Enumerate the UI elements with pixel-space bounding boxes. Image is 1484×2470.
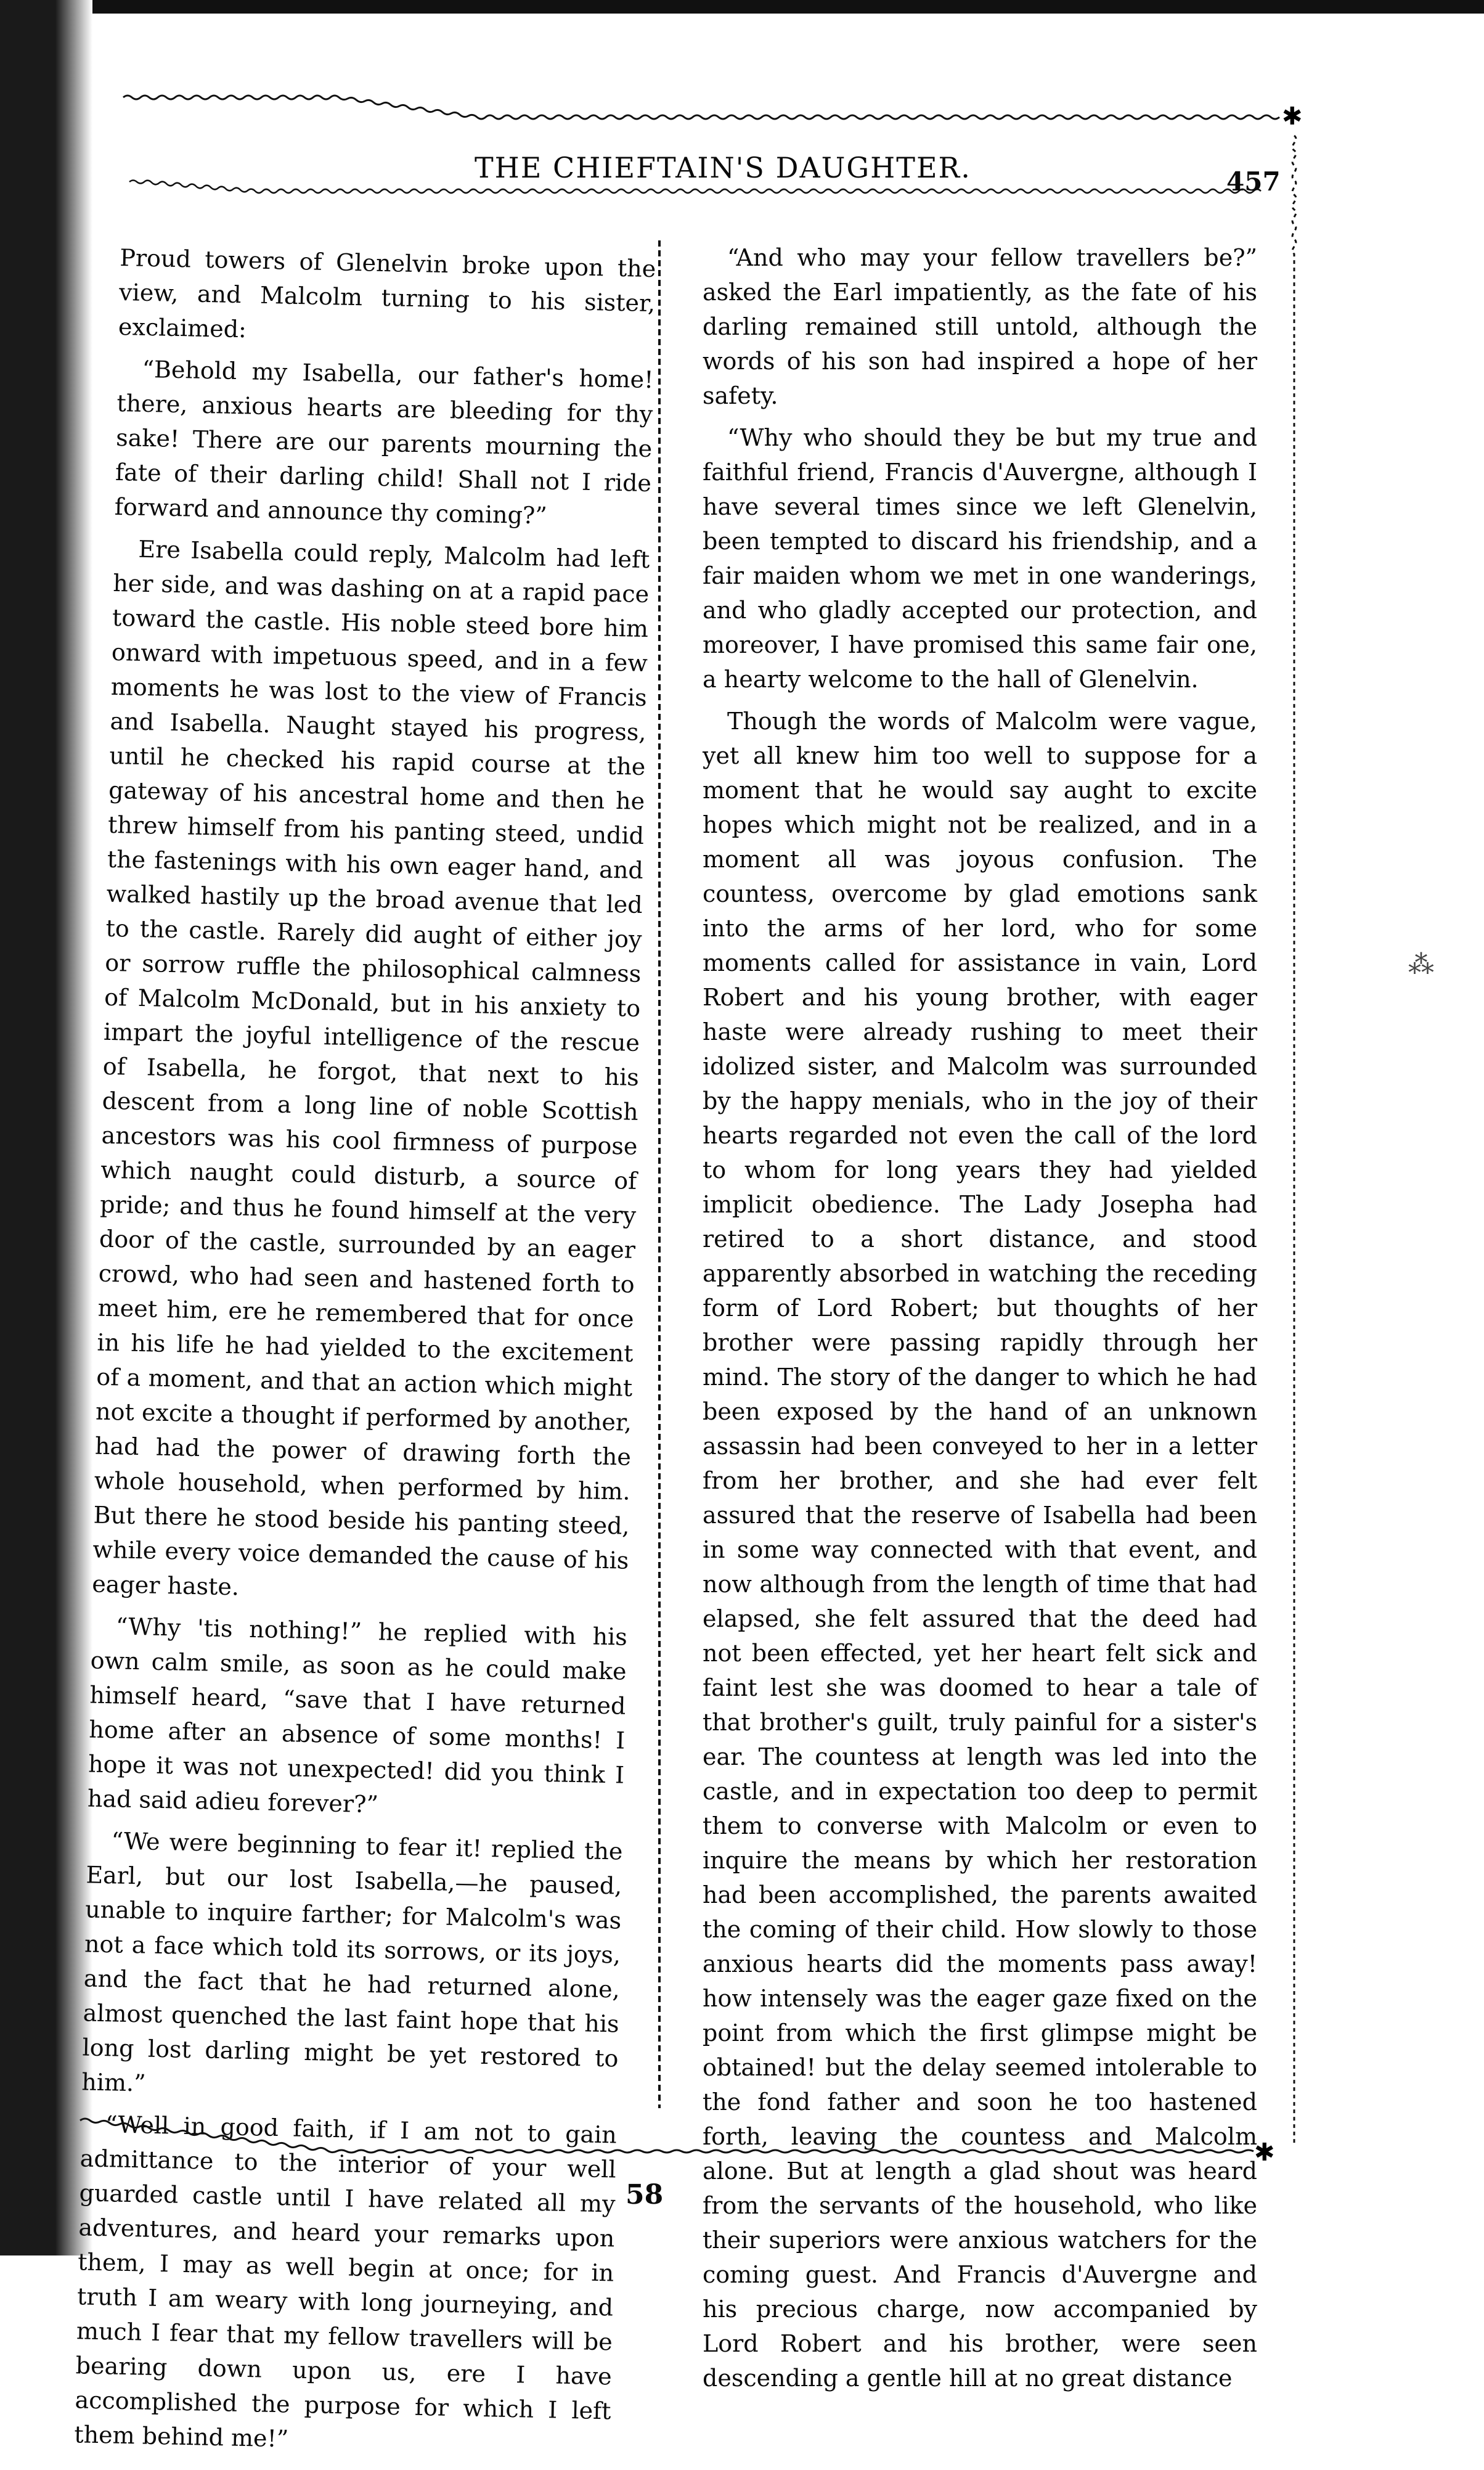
- paragraph: “Well in good faith, if I am not to gain admittance to the interior of your well guarded castle until I have related all my adventures, and heard your remarks upon them, I may as well begin at once; for in truth I am weary with long journeying, and much I fear that my fellow travellers will be bearing down upon us, ere I have accomplished the purpose for which I left them behind me!”: [73, 2111, 618, 2453]
- decorative-border-top: [123, 92, 1303, 136]
- page-number: 457: [1226, 166, 1281, 197]
- running-header-title: THE CHIEFTAIN'S DAUGHTER.: [475, 151, 971, 184]
- paragraph: Ere Isabella could reply, Malcolm had left her side, and was dashing on at a rapid pace toward the castle. His noble steed bore him onward with impetuous speed, and in a few moments he was lost to the view of Francis and Isabella. Naught stayed his progress, until he checked his rapid course at the gateway of his ancestral home and then he threw himself from his panting steed, undid the fastenings with his own eager hand, and walked hastily up the broad avenue that led to the castle. Rarely did aught of either joy or sorrow ruffle the philosophical calmness of Malcolm McDonald, but in his anxiety to impart the joyful intelligence of the rescue of Isabella, he forgot, that next to his descent from a long line of noble Scottish ancestors was his cool firmness of purpose which naught could disturb, a source of pride; and thus he found himself at the very door of the castle, surrounded by an eager crowd, who had seen and hastened forth to meet him, ere he remembered that for once in his life he had yielded to the excitement of a moment, and that an action which might not excite a thought if performed by another, had had the power of drawing forth the whole household, when performed by him. But there he stood beside his panting steed, while every voice demanded the cause of his eager haste.: [91, 535, 650, 1601]
- svg-text:✱: ✱: [1254, 2138, 1275, 2167]
- right-column: [703, 240, 1257, 2403]
- scan-binding-shadow: [0, 0, 92, 2255]
- paragraph: Though the words of Malcolm were vague, yet all knew him too well to suppose for a moment that he would say aught to excite hopes which might not be realized, and in a moment all was joyous confusion. The countess, overcome by glad emotions sank into the arms of her lord, who for some moments called for assistance in vain, Lord Robert and his young brother, with eager haste were already rushing to meet their idolized sister, and Malcolm was surrounded by the happy menials, who in the joy of their hearts regarded not even the call of the lord to whom for long years they had yielded implicit obedience. The Lady Josepha had retired to a short distance, and stood apparently absorbed in watching the receding form of Lord Robert; but thoughts of her brother were passing rapidly through her mind. The story of the danger to which he had been exposed by the hand of an unknown assassin had been conveyed to her in a letter from her brother, and she had ever felt assured that the reserve of Isabella had been in some way connected with that event, and now although from the length of time that had elapsed, she felt assured that the deed had not been effected, yet her heart felt sick and faint lest she was doomed to hear a tale of that brother's guilt, truly painful for a sister's ear. The countess at length was led into the castle, and in expectation too deep to permit them to converse with Malcolm or even to inquire the means by which her restoration had been accomplished, the parents awaited the coming of their child. How slowly to those anxious hearts did the moments pass away! how intensely was the eager gaze fixed on the point from which the first glimpse might be obtained! but the delay seemed intolerable to the fond father and soon he too hastened forth, leaving the countess and Malcolm alone. But at length a glad shout was heard from the servants of the household, who like their superiors were anxious watchers for the coming guest. And Francis d'Auvergne and his precious charge, now accompanied by Lord Robert and his brother, were seen descending a gentle hill at no great distance: [703, 708, 1257, 2392]
- paragraph: “And who may your fellow travellers be?” asked the Earl impatiently, as the fate of his darling remained still untold, although the words of his son had inspired a hope of her safety.: [703, 244, 1257, 409]
- paragraph: “We were beginning to fear it! replied the Earl, but our lost Isabella,—he paused, unable to inquire farther; for Malcolm's was not a face which told its sorrows, or its joys, and the fact that he had returned alone, almost quenched the last faint hope that his long lost darling might be yet restored to him.”: [81, 1827, 623, 2097]
- paragraph: “Why who should they be but my true and faithful friend, Francis d'Auvergne, although I have several times since we left Glenelvin, been tempted to discard his friendship, and a fair maiden whom we met in one wanderings, and who gladly accepted our protection, and moreover, I have promised this same fair one, a hearty welcome to the hall of Glenelvin.: [703, 424, 1257, 693]
- svg-text:✱: ✱: [1282, 102, 1303, 131]
- paragraph: Proud towers of Glenelvin broke upon the view, and Malcolm turning to his sister, exclaimed:: [118, 243, 656, 343]
- scan-top-edge: [0, 0, 1484, 14]
- paragraph: “Why 'tis nothing!” he replied with his own calm smile, as soon as he could make himself heard, “save that I have returned home after an absence of some months! I hope it was not unexpected! did you think I had said adieu forever?”: [87, 1613, 628, 1818]
- column-divider: [650, 240, 669, 2108]
- paragraph: “Behold my Isabella, our father's home! there, anxious hearts are bleeding for thy sake! There are our parents mourning the fate of their darling child! Shall not I ride forward and announce thy coming?”: [114, 355, 654, 530]
- signature-number: 58: [626, 2179, 664, 2210]
- margin-smudge: ⁂: [1408, 949, 1434, 979]
- decorative-border-bottom: [80, 2108, 1276, 2170]
- decorative-border-right: [1285, 136, 1303, 2145]
